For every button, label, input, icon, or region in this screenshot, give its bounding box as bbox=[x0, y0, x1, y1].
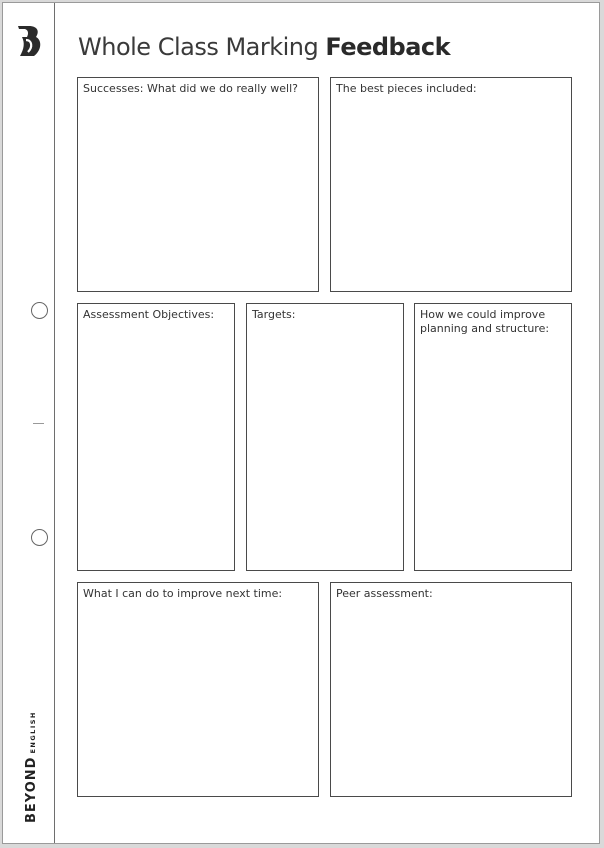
box-label: Peer assessment: bbox=[336, 587, 433, 600]
beyond-logo-icon bbox=[16, 23, 44, 59]
box-label: Successes: What did we do really well? bbox=[83, 82, 298, 95]
best-pieces-box[interactable] bbox=[330, 77, 572, 292]
box-label: Targets: bbox=[252, 308, 296, 321]
page-title-bold: Feedback bbox=[325, 33, 451, 61]
punch-hole bbox=[31, 529, 48, 546]
brand-name: BEYOND bbox=[24, 756, 39, 823]
page-title bbox=[78, 33, 450, 61]
successes-box[interactable] bbox=[77, 77, 319, 292]
targets-box[interactable] bbox=[246, 303, 404, 571]
punch-hole bbox=[31, 302, 48, 319]
peer-assessment-box[interactable] bbox=[330, 582, 572, 797]
center-mark bbox=[33, 423, 44, 424]
box-label: The best pieces included: bbox=[336, 82, 477, 95]
brand-wordmark bbox=[23, 693, 39, 823]
page-title-regular: Whole Class Marking bbox=[78, 33, 326, 61]
worksheet-page bbox=[2, 2, 600, 844]
assessment-objectives-box[interactable] bbox=[77, 303, 235, 571]
brand-subtitle: ENGLISH bbox=[29, 711, 37, 754]
margin-line bbox=[54, 3, 55, 843]
box-label: Assessment Objectives: bbox=[83, 308, 215, 321]
improve-planning-box[interactable] bbox=[414, 303, 572, 571]
box-label: What I can do to improve next time: bbox=[83, 587, 283, 600]
improve-next-time-box[interactable] bbox=[77, 582, 319, 797]
box-label: How we could improve planning and structure: bbox=[420, 308, 550, 335]
